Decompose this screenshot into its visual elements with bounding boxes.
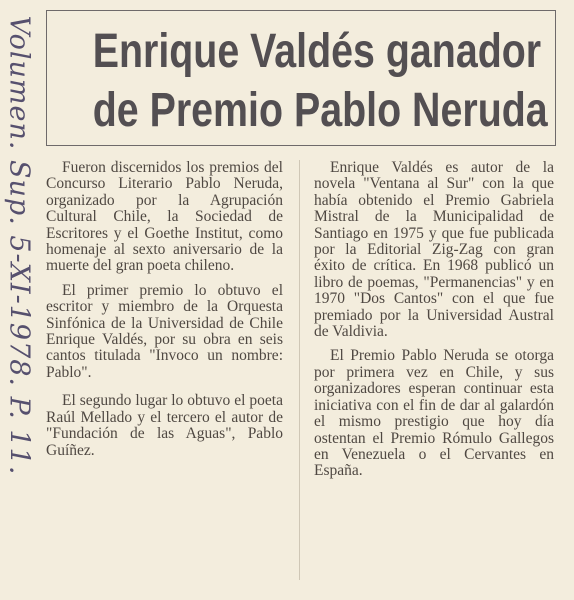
column-divider (299, 160, 300, 580)
headline-box (46, 10, 556, 146)
paragraph: Enrique Valdés es autor de la novela "Ventana al Sur" con la que había obtenido el Premio Gabriela Mistral de la Municipalidad de Santiago en 1975 y que fue publicada por la Editorial Zig-Zag con gran éxito de crítica. En 1968 publicó un libro de poemas, "Permanencias" y en 1970 "Dos Cantos" con el que fue premiado por la Universidad Austral de Valdivia. (314, 159, 554, 341)
paragraph: El segundo lugar lo obtuvo el poeta Raúl Mellado y el tercero el autor de "Fundación de las Aguas", Pablo Guíñez. (46, 392, 283, 459)
article-column-left (46, 160, 283, 467)
headline-line-2: de Premio Pablo Neruda (92, 84, 548, 137)
margin-note-text: Volumen. Sup. 5-XI-1978. P. 11. (3, 15, 35, 475)
handwritten-margin-note (4, 10, 34, 480)
paragraph: El Premio Pablo Neruda se otorga por primera vez en Chile, y sus organizadores esperan continuar esta iniciativa con el fin de dar al galardón el mismo prestigio que hoy día ostentan el Premio Rómulo Gallegos en Venezuela o el Cervantes en España. (314, 347, 554, 480)
paragraph: El primer premio lo obtuvo el escritor y miembro de la Orquesta Sinfónica de la Universidad de Chile Enrique Valdés, por su obra en seis cantos titulada "Invoco un nombre: Pablo". (46, 281, 283, 381)
article-column-right (314, 160, 554, 488)
paragraph: Fueron discernidos los premios del Concurso Literario Pablo Neruda, organizado por la Agrupación Cultural Chile, la Sociedad de Escritores y el Goethe Institut, como homenaje al sexto aniversario de la muerte del gran poeta chileno. (46, 159, 283, 275)
headline-line-1: Enrique Valdés ganador (92, 25, 542, 78)
